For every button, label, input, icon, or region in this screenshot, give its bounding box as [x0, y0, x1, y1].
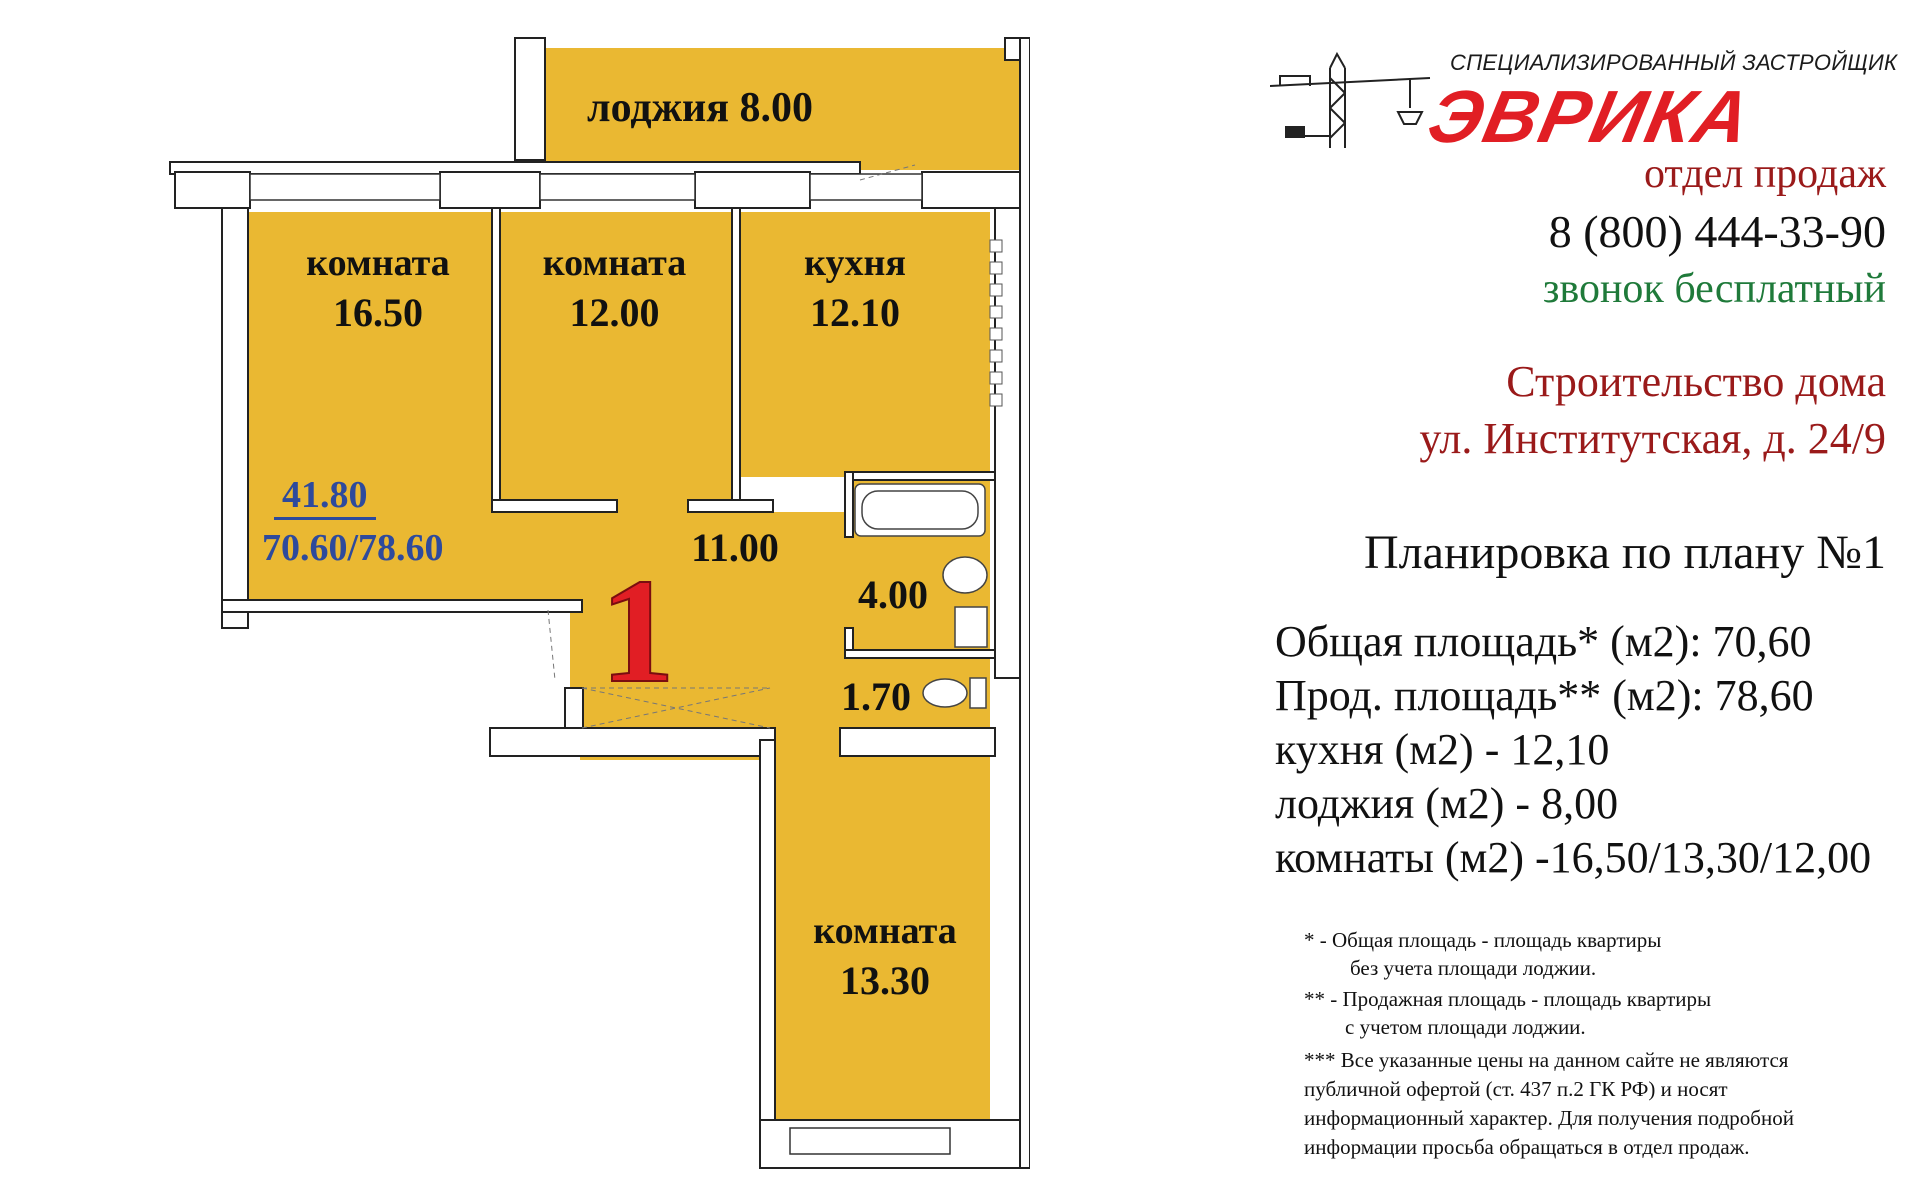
- loggia-label: лоджия 8.00: [587, 85, 813, 131]
- footnote-2-cont: с учетом площади лоджии.: [1345, 1015, 1586, 1039]
- free-call-note: звонок бесплатный: [1542, 266, 1886, 312]
- toilet-label: 1.70: [841, 674, 911, 719]
- loggia-left-wall: [515, 38, 545, 160]
- room3-label: комната 13.30: [813, 910, 957, 1003]
- spec-total-area: Общая площадь* (м2): 70,60: [1275, 617, 1812, 666]
- phone-number[interactable]: 8 (800) 444-33-90: [1548, 206, 1886, 257]
- footnote-1-cont: без учета площади лоджии.: [1350, 956, 1597, 980]
- bathroom-west-wall-a: [845, 472, 853, 537]
- tower-crane-icon: [1270, 48, 1435, 158]
- spec-loggia: лоджия (м2) - 8,00: [1275, 779, 1619, 828]
- kitchen-label: кухня 12.10: [804, 242, 906, 335]
- wall-pier-2: [440, 172, 540, 208]
- bathroom-south-wall: [845, 650, 995, 658]
- project-address: ул. Институтская, д. 24/9: [1419, 414, 1886, 463]
- east-outer-wall: [1020, 38, 1030, 1168]
- entrance-jamb: [565, 688, 583, 728]
- toilet-south-wall: [840, 728, 995, 756]
- window-room3: [790, 1128, 950, 1154]
- spec-kitchen: кухня (м2) - 12,10: [1275, 725, 1610, 774]
- shower-tray-icon: [955, 607, 987, 647]
- footnote-2: ** - Продажная площадь - площадь квартиры: [1304, 987, 1712, 1011]
- footnote-3: *** Все указанные цены на данном сайте не являются: [1304, 1048, 1789, 1072]
- room1-south-wall: [222, 600, 582, 612]
- west-outer-wall: [222, 208, 248, 628]
- loggia-right-cap: [1005, 38, 1020, 60]
- sales-department-label: отдел продаж: [1643, 151, 1886, 197]
- window-kitchen: [810, 174, 922, 200]
- hall-label: 11.00: [691, 525, 779, 570]
- brand-subtitle: СПЕЦИАЛИЗИРОВАННЫЙ ЗАСТРОЙЩИК: [1450, 50, 1898, 75]
- sink-icon: [943, 557, 987, 593]
- partition-stub-1: [492, 500, 617, 512]
- footnote-3-line2: публичной офертой (ст. 437 п.2 ГК РФ) и носят: [1304, 1077, 1728, 1101]
- wall-pier-4: [922, 172, 1020, 208]
- kitchen-east-wall: [995, 208, 1020, 678]
- living-area-value: 41.80: [274, 473, 376, 520]
- wall-pier-1: [175, 172, 250, 208]
- toilet-bowl-icon: [923, 679, 967, 707]
- partition-room2-kitchen: [732, 208, 740, 508]
- room2-label: комната 12.00: [542, 242, 687, 335]
- total-area-value: 70.60/78.60: [262, 527, 444, 569]
- bathroom-label: 4.00: [858, 572, 928, 617]
- spec-rooms: комнаты (м2) -16,50/13,30/12,00: [1275, 833, 1872, 882]
- partition-stub-2: [688, 500, 773, 512]
- brand-logo-text: ЭВРИКА: [1421, 75, 1760, 158]
- footnote-1: * - Общая площадь - площадь квартиры: [1304, 928, 1662, 952]
- room1-label: комната 16.50: [306, 242, 450, 335]
- plan-title: Планировка по плану №1: [1364, 526, 1886, 579]
- project-title: Строительство дома: [1506, 357, 1886, 406]
- bathroom-north-wall: [845, 472, 995, 480]
- wall-pier-3: [695, 172, 810, 208]
- window-room2: [540, 174, 695, 200]
- entrance-south-wall: [490, 728, 775, 756]
- footnote-3-line3: информационный характер. Для получения подробной: [1304, 1106, 1794, 1130]
- footnote-3-line4: информации просьба обращаться в отдел продаж.: [1304, 1135, 1750, 1159]
- window-room1: [250, 174, 440, 200]
- apartment-number: 1: [600, 548, 675, 714]
- spec-sale-area: Прод. площадь** (м2): 78,60: [1275, 671, 1814, 720]
- room3-west-wall: [760, 740, 775, 1120]
